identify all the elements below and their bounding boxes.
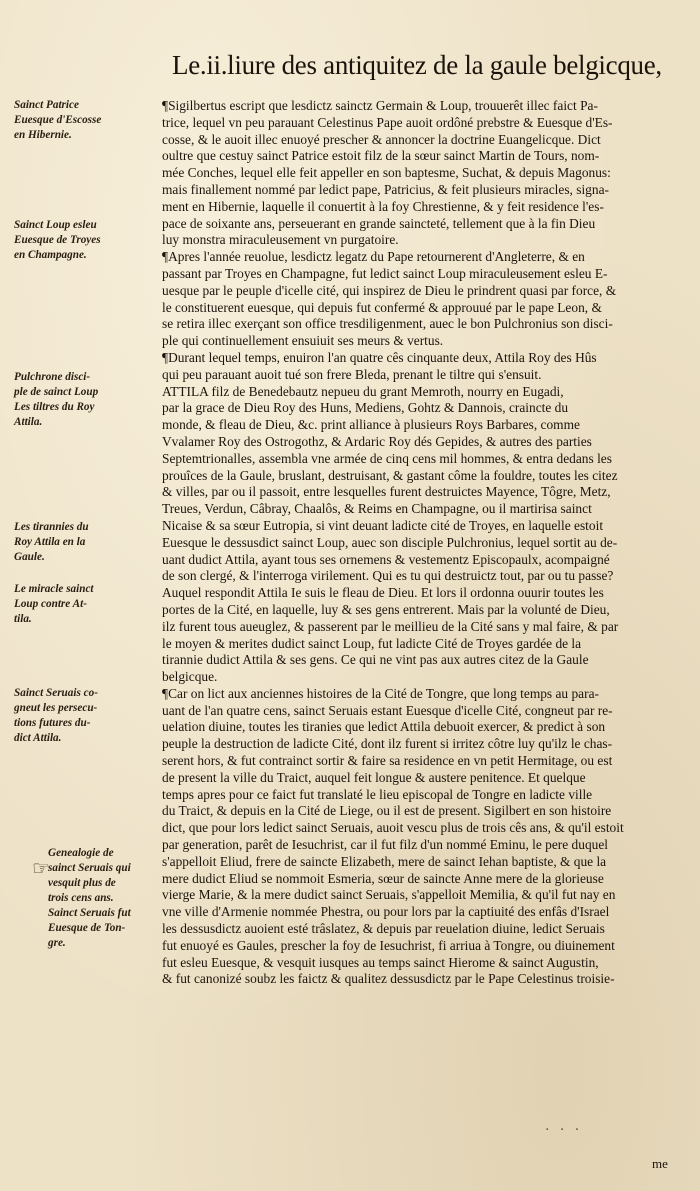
margin-note-line: gneut les persecu- <box>14 702 98 714</box>
text-line: ment en Hibernie, laquelle il conuertit à la foy Chrestienne, & y feit residence l'es- <box>162 198 604 214</box>
text-line: trice, lequel vn peu parauant Celestinus Pape auoit ordôné prebstre & Euesque d'Es- <box>162 114 613 130</box>
text-line: monde, & fleau de Dieu, &c. print alliance à plusieurs Roys Barbares, comme <box>162 417 580 433</box>
margin-note-line: Sainct Seruais co- <box>14 687 98 699</box>
text-line: mere dudict Eliud se nommoit Esmeria, sœur de saincte Anne mere de la glorieuse <box>162 870 604 886</box>
margin-note-line: Attila. <box>14 416 43 428</box>
text-line: du Traict, & depuis en la Cité de Liege, ou il est de present. Sigilbert en son histoire <box>162 803 612 819</box>
margin-note-line: en Hibernie. <box>14 129 72 141</box>
margin-note-pulchrone <box>14 370 164 430</box>
text-line: mais finallement nommé par ledict pape, Patricius, & feit plusieurs miracles, signa- <box>162 181 609 197</box>
margin-note-line: Sainct Loup esleu <box>14 219 97 231</box>
margin-note-line: Roy Attila en la <box>14 536 86 548</box>
margin-note-line: Les tirannies du <box>14 521 89 533</box>
margin-note-line: tions futures du- <box>14 717 91 729</box>
margin-note-line: Sainct Patrice <box>14 99 79 111</box>
text-line: oultre que cestuy sainct Patrice estoit filz de la sœur sainct Martin de Tours, nom- <box>162 148 600 164</box>
text-line: portes de la Cité, en laquelle, luy & ses gens entrerent. Mais par la volunté de Dieu, <box>162 601 610 617</box>
text-line: le constituerent euesque, qui depuis fut confermé & approuué par le pape Leon, & <box>162 299 602 315</box>
margin-note-tirannies <box>14 520 164 565</box>
text-line: ple qui continuellement ensuiuit ses meurs & vertus. <box>162 333 444 349</box>
text-line: ¶Durant lequel temps, enuiron l'an quatre cês cinquante deux, Attila Roy des Hûs <box>162 349 597 365</box>
margin-note-seruais <box>14 686 164 746</box>
margin-note-miracle <box>14 582 164 627</box>
text-line: ¶Apres l'année reuolue, lesdictz legatz du Pape retournerent d'Angleterre, & en <box>162 249 585 265</box>
margin-note-loup-esleu <box>14 218 164 263</box>
margin-note-line: Pulchrone disci- <box>14 371 91 383</box>
margin-note-patrice <box>14 98 164 143</box>
text-line: le moyen & merites dudict sainct Loup, fut ladicte Cité de Troyes gardée de la <box>162 635 582 651</box>
main-text-column <box>162 98 684 988</box>
text-line: fut enuoyé es Gaules, prescher la foy de Iesuchrist, fi arriua à Tongre, ou diuinement <box>162 937 615 953</box>
text-line: uant de l'an quatre cens, sainct Seruais estant Euesque d'icelle Cité, congneut par re- <box>162 702 613 718</box>
text-line: de present la ville du Traict, auquel feit longue & austere penitence. Et quelque <box>162 769 586 785</box>
catchword: me <box>652 1156 668 1171</box>
text-line: tirannie dudict Attila & ses gens. Ce qui ne vint pas aux autres citez de la Gaule <box>162 652 589 668</box>
text-line: de son clergé, & l'interroga virilement. Qui es tu qui destruictz tout, par ou tu passe? <box>162 568 614 584</box>
text-line: uant dudict Attila, ayant tous ses ornemens & vestementz Episcopaulx, acompaigné <box>162 551 610 567</box>
text-line: Nicaise & sa sœur Eutropia, si vint deuant ladicte cité de Troyes, en laquelle estoit <box>162 517 604 533</box>
text-line: Septemtrionalles, assembla vne armée de cinq cens mil hommes, & entra dedans les <box>162 450 612 466</box>
margin-note-line: Euesque d'Escosse <box>14 114 102 126</box>
text-line: se retira illec exerçant son office tresdiligenment, auec le bon Pulchronius son disci- <box>162 316 613 332</box>
ink-blot-mark: · · · <box>545 1122 583 1138</box>
text-line: ilz furent tous aueuglez, & passerent par le meillieu de la Cité sans y mal faire, & par <box>162 618 619 634</box>
margin-note-line: trois cens ans. <box>48 892 114 904</box>
margin-note-line: Genealogie de <box>48 847 114 859</box>
text-line: Auquel respondit Attila Ie suis le fleau de Dieu. Et lors il ordonna ouurir toutes les <box>162 585 604 601</box>
text-line: temps apres pour ce faict fut translaté le lieu episcopal de Tongre en ladicte ville <box>162 786 593 802</box>
margin-note-line: tila. <box>14 613 32 625</box>
margin-note-line: Les tiltres du Roy <box>14 401 95 413</box>
margin-note-line: dict Attila. <box>14 732 62 744</box>
text-line: par la grace de Dieu Roy des Huns, Mediens, Gohtz & Dannois, craincte du <box>162 400 569 416</box>
text-line: Treues, Verdun, Câbray, Chaalôs, & Reims en Champagne, ou il martirisa sainct <box>162 501 592 517</box>
margin-note-line: Le miracle sainct <box>14 583 94 595</box>
margin-note-line: Euesque de Ton- <box>48 922 126 934</box>
text-line: s'appelloit Eliud, frere de saincte Elizabeth, mere de sainct Iehan baptiste, & que la <box>162 853 607 869</box>
text-line: mée Conches, lequel elle feit appeller en son baptesme, Suchat, & depuis Magonus: <box>162 165 611 181</box>
text-line: vierge Marie, & la mere dudict sainct Seruais, s'appelloit Memilia, & qu'il fut nay en <box>162 887 616 903</box>
text-line: prouîces de la Gaule, bruslant, destruisant, & gastant côme la fouldre, toutes les citez <box>162 467 618 483</box>
text-line: & villes, par ou il passoit, entre lesquelles furent destruictes Mayence, Tôgre, Metz, <box>162 484 611 500</box>
manicule-pointing-hand-icon: ☞ <box>32 856 50 880</box>
text-line: luy monstra miraculeusement vn purgatoire. <box>162 232 399 248</box>
text-line: dict, que pour lors ledict sainct Seruais, auoit vescu plus de trois cês ans, & qu'il estoit <box>162 820 624 836</box>
text-line: fut esleu Euesque, & vesquit iusques au temps sainct Hierome & sainct Augustin, <box>162 954 599 970</box>
text-line: serent hors, & fut contrainct sortir & faire sa residence en vn petit Hermitage, ou est <box>162 753 613 769</box>
text-line: cosse, & le auoit illec enuoyé prescher & annoncer la doctrine Euangelicque. Dict <box>162 131 601 147</box>
text-line: & fut canonizé soubz les faictz & qualitez dessusdictz par le Pape Celestinus troisie- <box>162 971 615 987</box>
text-line: uelation diuine, toutes les tiranies que ledict Attila debuoit exercer, & predict à son <box>162 719 606 735</box>
margin-note-line: en Champagne. <box>14 249 87 261</box>
text-line: ¶Sigilbertus escript que lesdictz sainctz Germain & Loup, trouuerêt illec faict Pa- <box>162 98 598 113</box>
text-line: qui peu parauant auoit tué son frere Bleda, prenant le tiltre qui s'ensuit. <box>162 366 542 382</box>
margin-note-genealogie <box>48 846 178 951</box>
margin-note-line: Sainct Seruais fut <box>48 907 131 919</box>
text-line: uesque par le peuple d'icelle cité, qui inspirez de Dieu le prindrent quasi par force, & <box>162 282 617 298</box>
text-line: peuple la destruction de ladicte Cité, dont ilz furent si irritez côtre luy qu'ilz le chas- <box>162 736 613 752</box>
text-line: ¶Car on lict aux anciennes histoires de la Cité de Tongre, que long temps au para- <box>162 685 599 701</box>
margin-note-line: ple de sainct Loup <box>14 386 99 398</box>
text-line: pace de soixante ans, perseuerant en grande saincteté, tellement que à la fin Dieu <box>162 215 596 231</box>
text-line: par generation, parêt de Iesuchrist, car il fut filz d'un nommé Eminu, le pere duquel <box>162 837 609 853</box>
margin-note-line: gre. <box>48 937 66 949</box>
text-line: passant par Troyes en Champagne, fut ledict sainct Loup miraculeusement esleu E- <box>162 265 608 281</box>
margin-note-line: Euesque de Troyes <box>14 234 101 246</box>
margin-note-line: sainct Seruais qui <box>48 862 131 874</box>
text-line: ATTILA filz de Benedebautz nepueu du grant Memroth, nourry en Eugadi, <box>162 383 564 399</box>
text-line: Vvalamer Roy des Ostrogothz, & Ardaric Roy dés Gepides, & autres des parties <box>162 433 592 449</box>
text-line: Euesque le dessusdict sainct Loup, auec son disciple Pulchronius, lequel sortit au de- <box>162 534 618 550</box>
margin-note-line: vesquit plus de <box>48 877 116 889</box>
running-head: Le.ii.liure des antiquitez de la gaule belgicque, <box>172 50 662 80</box>
text-line: les dessusdictz auoient esté trâslatez, & depuis par reuelation diuine, ledict Seruais <box>162 921 605 937</box>
margin-note-line: Loup contre At- <box>14 598 87 610</box>
text-line: belgicque. <box>162 669 218 685</box>
text-line: vne ville d'Armenie nommée Phestra, ou pour lors par la captiuité des enfâs d'Israel <box>162 904 610 920</box>
margin-note-line: Gaule. <box>14 551 45 563</box>
